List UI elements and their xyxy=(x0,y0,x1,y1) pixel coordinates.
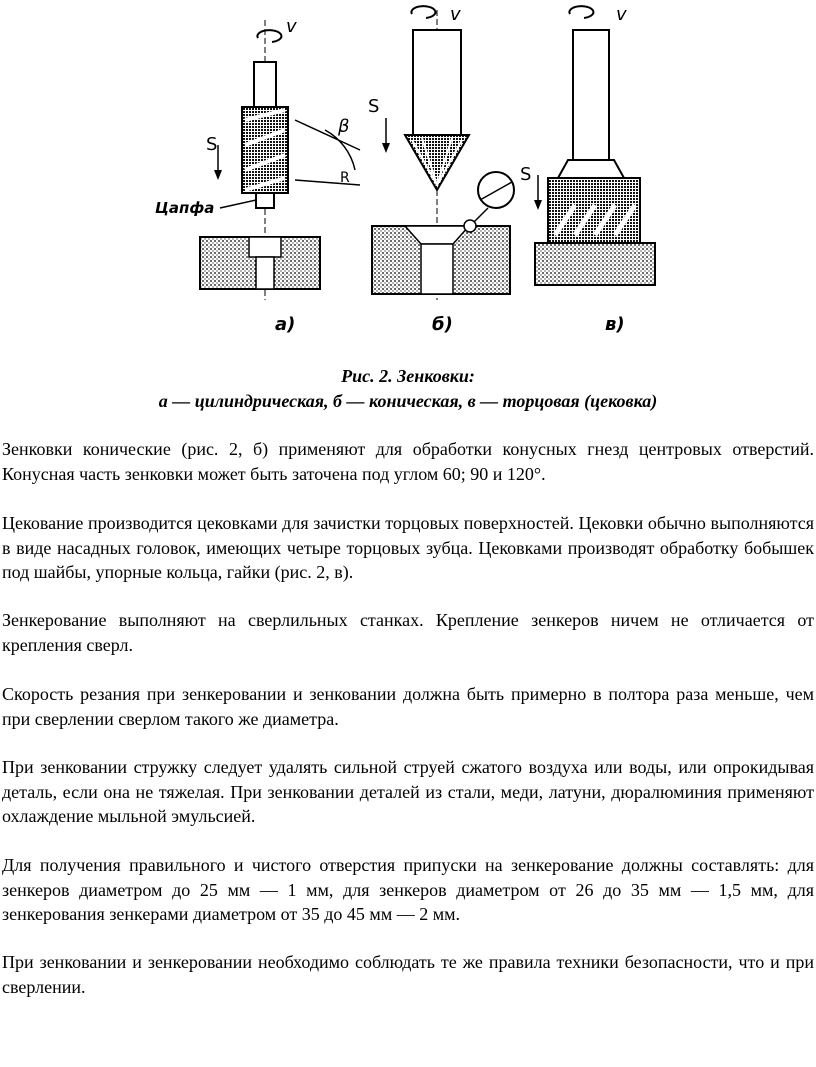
panel-a-cylindrical xyxy=(155,16,360,335)
paragraph: При зенковании и зенкеровании необходимо соблюдать те же правила техники безопасности, что и при сверлении. xyxy=(2,952,814,997)
figure-caption-title: Рис. 2. Зенковки: xyxy=(341,366,475,386)
label-r: R xyxy=(340,170,350,186)
countersink-illustration xyxy=(150,0,680,350)
label-panel-c: в) xyxy=(605,314,625,335)
panel-b-conical xyxy=(368,4,514,335)
paragraph: Зенкерование выполняют на сверлильных станках. Крепление зенкеров ничем не отличается от крепления сверл. xyxy=(2,610,814,655)
label-panel-b: б) xyxy=(432,314,453,335)
paragraph: Цекование производится цековками для зачистки торцовых поверхностей. Цековки обычно выполняются в виде насадных головок, имеющих четыре торцовых зубца. Цековками производят обработку бобышек под шайбы, упорные кольца, гайки (рис. 2, в). xyxy=(2,513,814,582)
panel-c-end xyxy=(520,4,655,335)
label-v-b: v xyxy=(450,4,461,25)
label-panel-a: а) xyxy=(275,314,296,335)
paragraph: Для получения правильного и чистого отверстия припуски на зенкерование должны составлять: для зенкеров диаметром до 25 мм — 1 мм, для зенкеров диаметром от 26 до 35 мм — 1,5 мм, для зенкерования зенкерами диаметром от 35 до 45 мм — 2 мм. xyxy=(2,855,814,924)
paragraph: При зенковании стружку следует удалять сильной струей сжатого воздуха или воды, или опрокидывая деталь, если она не тяжелая. При зенковании деталей из стали, меди, латуни, дюралюминия применяют охлаждение мыльной эмульсией. xyxy=(2,757,814,826)
figure-caption-subtitle: а — цилиндрическая, б — коническая, в — торцовая (цековка) xyxy=(158,391,658,411)
countersink-figure xyxy=(150,0,680,350)
label-v-a: v xyxy=(286,16,297,37)
label-beta: β xyxy=(338,116,350,137)
label-v-c: v xyxy=(616,4,627,25)
paragraph: Скорость резания при зенкеровании и зенковании должна быть примерно в полтора раза меньше, чем при сверлении сверлом такого же диаметра. xyxy=(2,684,814,729)
label-s-c: S xyxy=(520,164,532,185)
paragraph: Зенковки конические (рис. 2, б) применяют для обработки конусных гнезд центровых отверстий. Конусная часть зенковки может быть заточена под углом 60; 90 и 120°. xyxy=(2,439,814,484)
label-s-a: S xyxy=(206,134,218,155)
label-s-b: S xyxy=(368,96,380,117)
label-tsapfa: Цапфа xyxy=(155,199,215,217)
